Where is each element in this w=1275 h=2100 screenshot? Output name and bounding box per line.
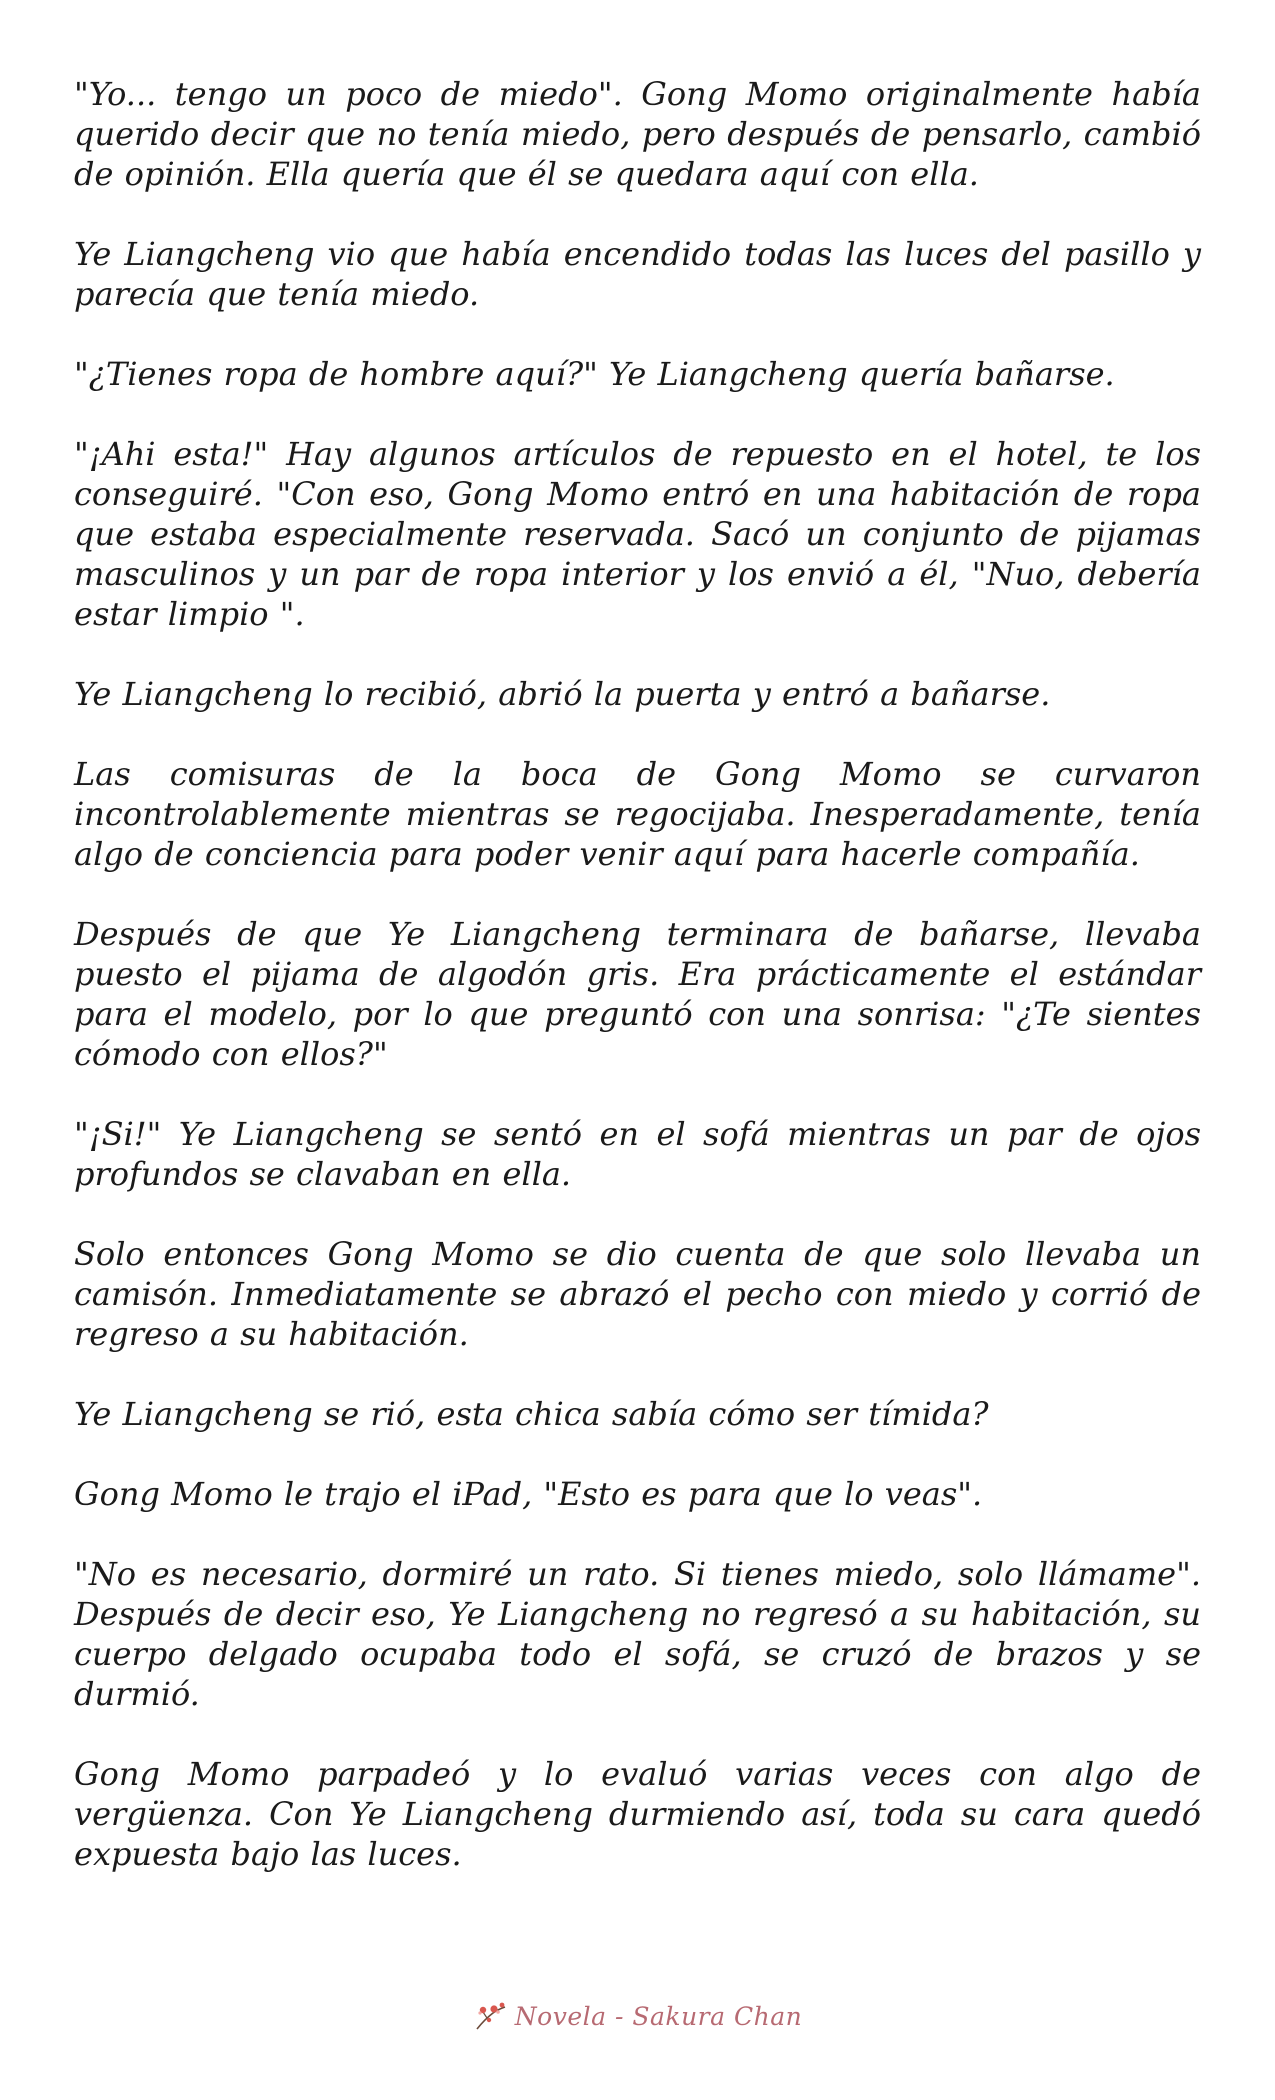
paragraph: Ye Liangcheng vio que había encendido todas las luces del pasillo y parecía que tenía miedo. <box>74 235 1201 313</box>
paragraph: "¡Ahi esta!" Hay algunos artículos de repuesto en el hotel, te los conseguiré. "Con eso, Gong Momo entró en una habitación de ropa que estaba especialmente reservada. Sacó un conjunto de pijamas masculinos y un par de ropa interior y los envió a él, "Nuo, debería estar limpio ". <box>74 435 1201 633</box>
footer-watermark <box>473 2001 802 2031</box>
paragraph: Ye Liangcheng se rió, esta chica sabía cómo ser tímida? <box>74 1395 989 1433</box>
footer <box>0 1996 1275 2036</box>
document-body <box>74 74 1201 1914</box>
paragraph: Gong Momo le trajo el iPad, "Esto es para que lo veas". <box>74 1475 983 1513</box>
paragraph: Gong Momo parpadeó y lo evaluó varias veces con algo de vergüenza. Con Ye Liangcheng durmiendo así, toda su cara quedó expuesta bajo las luces. <box>74 1755 1201 1873</box>
paragraph: Después de que Ye Liangcheng terminara de bañarse, llevaba puesto el pijama de algodón gris. Era prácticamente el estándar para el modelo, por lo que preguntó con una sonrisa: "¿Te sientes cómodo con ellos?" <box>74 915 1201 1073</box>
footer-credit: Novela - Sakura Chan <box>514 2001 803 2031</box>
paragraph: "No es necesario, dormiré un rato. Si tienes miedo, solo llámame". Después de decir eso, Ye Liangcheng no regresó a su habitación, su cuerpo delgado ocupaba todo el sofá, se cruzó de brazos y se durmió. <box>74 1555 1201 1713</box>
sakura-flower-icon <box>473 2001 509 2031</box>
paragraph: "Yo... tengo un poco de miedo". Gong Momo originalmente había querido decir que no tenía miedo, pero después de pensarlo, cambió de opinión. Ella quería que él se quedara aquí con ella. <box>74 75 1201 193</box>
paragraph: Las comisuras de la boca de Gong Momo se curvaron incontrolablemente mientras se regocijaba. Inesperadamente, tenía algo de conciencia para poder venir aquí para hacerle compañía. <box>74 755 1201 873</box>
paragraph: Solo entonces Gong Momo se dio cuenta de que solo llevaba un camisón. Inmediatamente se abrazó el pecho con miedo y corrió de regreso a su habitación. <box>74 1235 1201 1353</box>
paragraph: Ye Liangcheng lo recibió, abrió la puerta y entró a bañarse. <box>74 675 1051 713</box>
paragraph: "¡Si!" Ye Liangcheng se sentó en el sofá mientras un par de ojos profundos se clavaban en ella. <box>74 1115 1201 1193</box>
paragraph: "¿Tienes ropa de hombre aquí?" Ye Liangcheng quería bañarse. <box>74 355 1115 393</box>
